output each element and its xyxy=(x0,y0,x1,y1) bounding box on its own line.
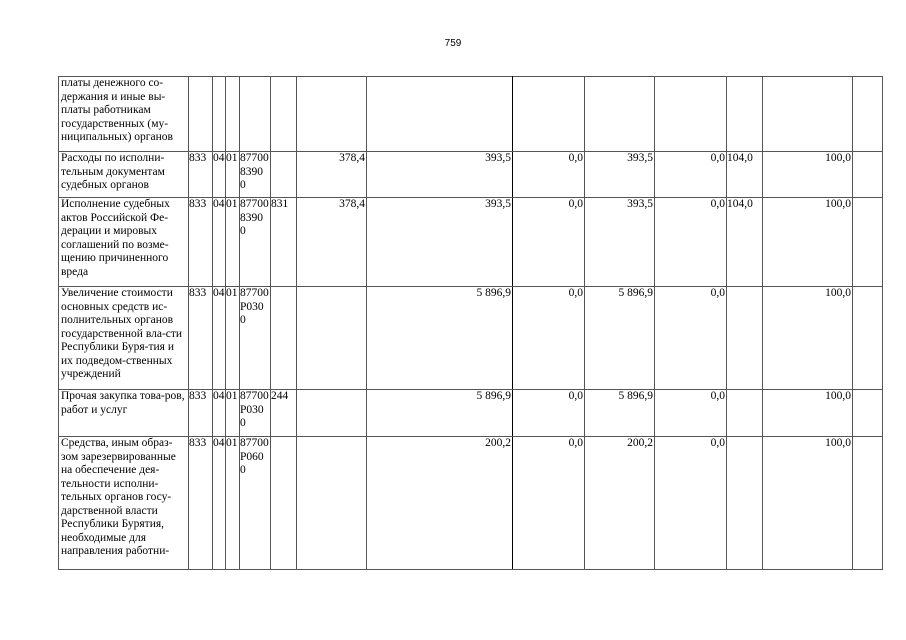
cell-target-code: 87700P030 0 xyxy=(240,390,271,437)
cell-section-code: 04 xyxy=(213,287,226,390)
table-row xyxy=(59,287,883,390)
cell-expense-type xyxy=(271,77,297,152)
cell-empty xyxy=(853,437,883,570)
cell-name: платы денежного со-держания и иные вы-платы работникам государственных (му-ниципальных) органов xyxy=(59,77,189,152)
cell-value-2: 393,5 xyxy=(367,152,513,198)
cell-ministry-code: 833 xyxy=(189,152,213,198)
cell-value-6 xyxy=(727,77,763,152)
cell-target-code xyxy=(240,77,271,152)
cell-target-code: 877008390 0 xyxy=(240,198,271,287)
cell-value-3: 0,0 xyxy=(513,198,585,287)
cell-value-3 xyxy=(513,77,585,152)
cell-value-6: 104,0 xyxy=(727,152,763,198)
cell-value-1: 378,4 xyxy=(297,152,367,198)
cell-value-5: 0,0 xyxy=(655,390,727,437)
cell-value-1 xyxy=(297,390,367,437)
cell-value-5: 0,0 xyxy=(655,287,727,390)
cell-subsection-code: 01 xyxy=(226,390,240,437)
cell-name: Расходы по исполни-тельным документам судебных органов xyxy=(59,152,189,198)
page-number: 759 xyxy=(444,38,462,49)
cell-value-6 xyxy=(727,287,763,390)
cell-subsection-code: 01 xyxy=(226,152,240,198)
cell-section-code: 04 xyxy=(213,152,226,198)
cell-value-1 xyxy=(297,287,367,390)
cell-subsection-code: 01 xyxy=(226,198,240,287)
cell-value-5: 0,0 xyxy=(655,437,727,570)
cell-subsection-code xyxy=(226,77,240,152)
cell-value-4: 393,5 xyxy=(585,152,655,198)
table-row xyxy=(59,152,883,198)
cell-value-7: 100,0 xyxy=(763,437,853,570)
cell-empty xyxy=(853,198,883,287)
cell-section-code: 04 xyxy=(213,198,226,287)
cell-target-code: 87700P060 0 xyxy=(240,437,271,570)
cell-value-2: 5 896,9 xyxy=(367,287,513,390)
cell-section-code xyxy=(213,77,226,152)
cell-value-2 xyxy=(367,77,513,152)
table-row xyxy=(59,437,883,570)
cell-value-3: 0,0 xyxy=(513,152,585,198)
cell-empty xyxy=(853,152,883,198)
cell-value-7: 100,0 xyxy=(763,198,853,287)
cell-value-2: 393,5 xyxy=(367,198,513,287)
cell-name: Средства, иным образ-зом зарезервированные на обеспечение дея-тельности исполни-тельных органов госу-дарственной власти Республики Бурятия, необходимые для направления работни- xyxy=(59,437,189,570)
cell-value-6: 104,0 xyxy=(727,198,763,287)
cell-value-4: 5 896,9 xyxy=(585,287,655,390)
cell-subsection-code: 01 xyxy=(226,437,240,570)
cell-ministry-code: 833 xyxy=(189,437,213,570)
cell-name: Прочая закупка това-ров, работ и услуг xyxy=(59,390,189,437)
cell-name: Исполнение судебных актов Российской Фе-дерации и мировых соглашений по возме-щению причиненного вреда xyxy=(59,198,189,287)
cell-value-7: 100,0 xyxy=(763,390,853,437)
cell-target-code: 877008390 0 xyxy=(240,152,271,198)
cell-value-6 xyxy=(727,390,763,437)
cell-expense-type xyxy=(271,437,297,570)
cell-value-7: 100,0 xyxy=(763,287,853,390)
table-row xyxy=(59,77,883,152)
cell-value-4 xyxy=(585,77,655,152)
cell-value-1 xyxy=(297,77,367,152)
cell-value-4: 5 896,9 xyxy=(585,390,655,437)
cell-value-5: 0,0 xyxy=(655,152,727,198)
cell-ministry-code xyxy=(189,77,213,152)
cell-value-7 xyxy=(763,77,853,152)
cell-empty xyxy=(853,287,883,390)
cell-value-7: 100,0 xyxy=(763,152,853,198)
cell-value-1: 378,4 xyxy=(297,198,367,287)
cell-target-code: 87700P030 0 xyxy=(240,287,271,390)
table-body xyxy=(59,77,883,570)
cell-expense-type: 831 xyxy=(271,198,297,287)
cell-expense-type: 244 xyxy=(271,390,297,437)
cell-expense-type xyxy=(271,287,297,390)
cell-value-2: 5 896,9 xyxy=(367,390,513,437)
cell-subsection-code: 01 xyxy=(226,287,240,390)
cell-empty xyxy=(853,390,883,437)
cell-value-5: 0,0 xyxy=(655,198,727,287)
cell-value-2: 200,2 xyxy=(367,437,513,570)
cell-value-3: 0,0 xyxy=(513,437,585,570)
cell-value-3: 0,0 xyxy=(513,287,585,390)
cell-value-1 xyxy=(297,437,367,570)
cell-ministry-code: 833 xyxy=(189,198,213,287)
cell-value-3: 0,0 xyxy=(513,390,585,437)
cell-value-4: 393,5 xyxy=(585,198,655,287)
table-row xyxy=(59,390,883,437)
cell-expense-type xyxy=(271,152,297,198)
budget-table xyxy=(58,76,883,570)
cell-value-4: 200,2 xyxy=(585,437,655,570)
cell-ministry-code: 833 xyxy=(189,287,213,390)
table-row xyxy=(59,198,883,287)
cell-value-5 xyxy=(655,77,727,152)
cell-ministry-code: 833 xyxy=(189,390,213,437)
cell-section-code: 04 xyxy=(213,437,226,570)
cell-name: Увеличение стоимости основных средств ис-полнительных органов государственной вла-сти Республики Буря-тия и их подведом-ственных учреждений xyxy=(59,287,189,390)
cell-section-code: 04 xyxy=(213,390,226,437)
cell-value-6 xyxy=(727,437,763,570)
cell-empty xyxy=(853,77,883,152)
